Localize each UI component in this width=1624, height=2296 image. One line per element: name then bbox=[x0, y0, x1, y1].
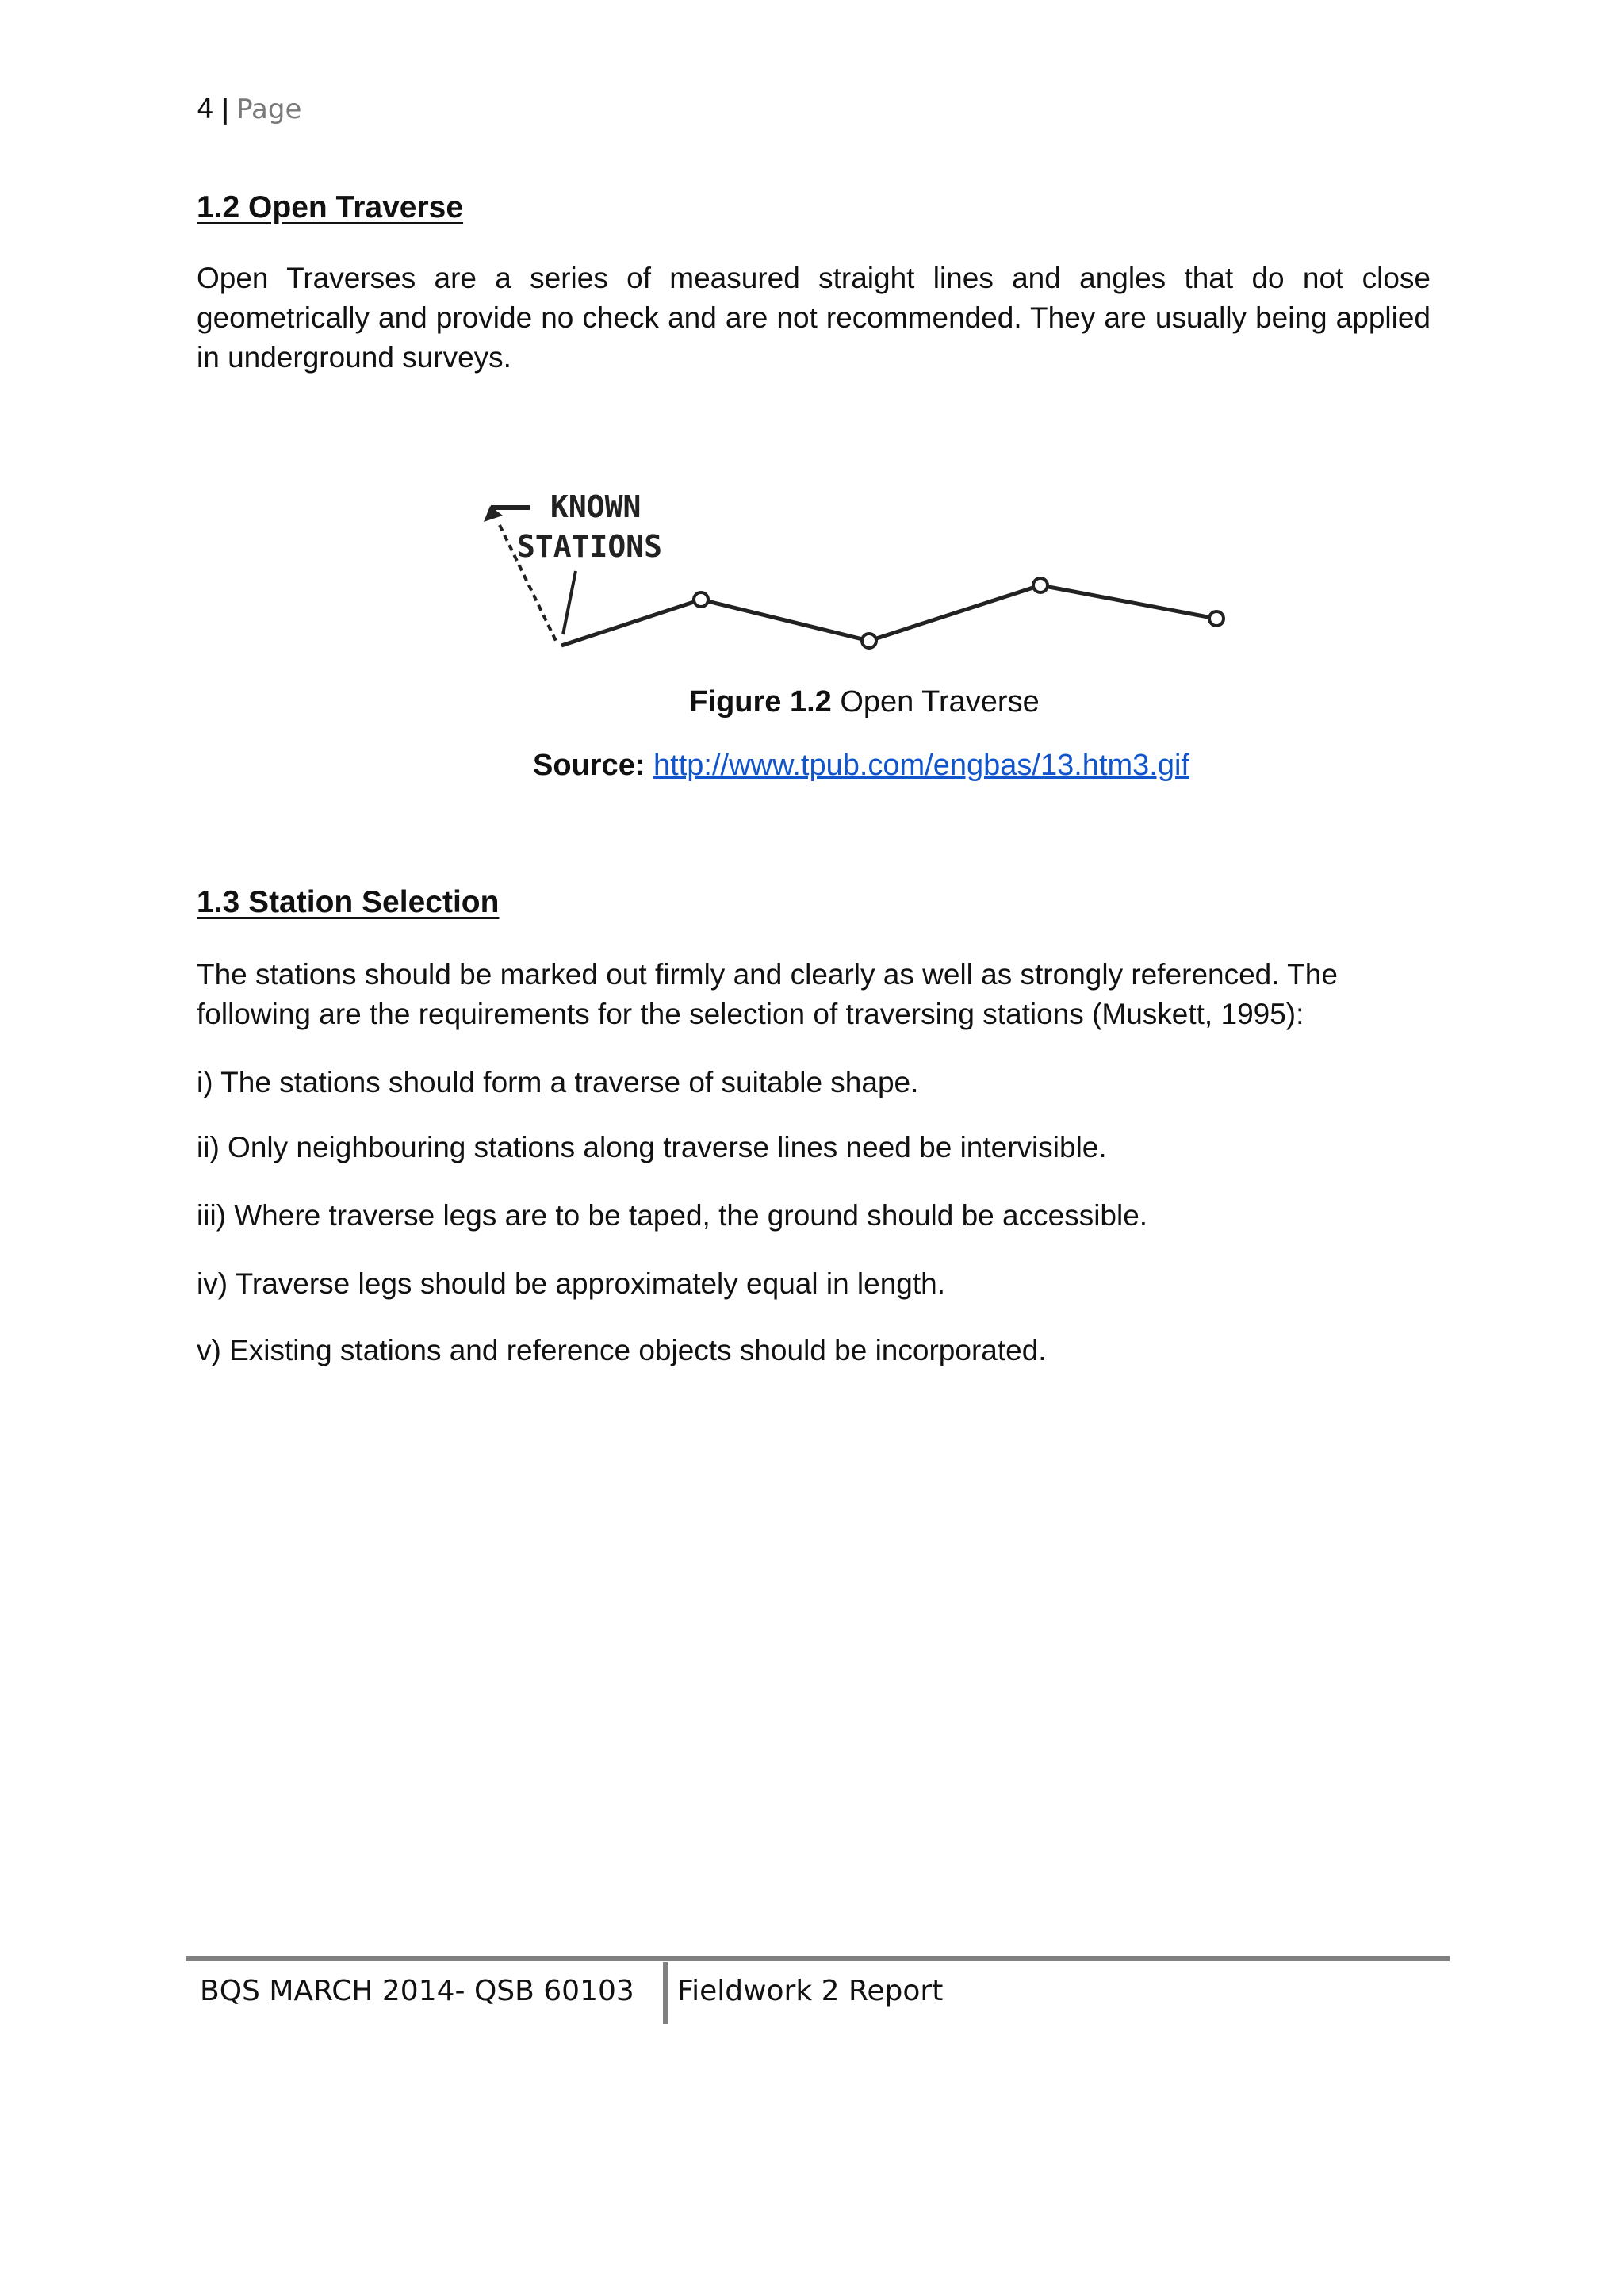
page-number-separator: | bbox=[220, 94, 231, 125]
source-link[interactable]: http://www.tpub.com/engbas/13.htm3.gif bbox=[653, 749, 1189, 782]
traverse-station bbox=[1209, 611, 1224, 626]
page-label: Page bbox=[236, 94, 302, 125]
requirement-item: iv) Traverse legs should be approximately equal in length. bbox=[197, 1267, 946, 1300]
footer-rule bbox=[186, 1956, 1450, 1961]
requirement-item: i) The stations should form a traverse of suitable shape. bbox=[197, 1066, 919, 1098]
traverse-station bbox=[1033, 578, 1048, 592]
requirement-item: v) Existing stations and reference objects should be incorporated. bbox=[197, 1334, 1047, 1366]
figure-caption bbox=[0, 685, 1624, 719]
known-stations-pointer bbox=[563, 571, 576, 634]
figure-source bbox=[533, 749, 1189, 783]
page-number-value: 4 bbox=[197, 94, 214, 125]
traverse-line bbox=[561, 585, 1216, 646]
footer-course-code: BQS MARCH 2014- QSB 60103 bbox=[200, 1975, 634, 2007]
page-number bbox=[197, 94, 301, 125]
stations-label: STATIONS bbox=[517, 529, 663, 564]
traverse-station bbox=[694, 592, 708, 607]
station-selection-paragraph: The stations should be marked out firmly and clearly as well as strongly referenced. The following are the requirements for the selection of traversing stations (Muskett, 1995): bbox=[197, 958, 1338, 1030]
source-label: Source: bbox=[533, 749, 645, 782]
traverse-station bbox=[862, 634, 876, 648]
footer-divider bbox=[663, 1962, 668, 2024]
open-traverse-diagram bbox=[476, 484, 1253, 666]
section-heading-open-traverse: 1.2 Open Traverse bbox=[197, 190, 464, 224]
section-heading-station-selection: 1.3 Station Selection bbox=[197, 885, 500, 919]
known-label: KNOWN bbox=[550, 489, 642, 524]
figure-caption-title: Open Traverse bbox=[831, 685, 1040, 719]
requirement-item: iii) Where traverse legs are to be taped, the ground should be accessible. bbox=[197, 1199, 1148, 1232]
open-traverse-paragraph: Open Traverses are a series of measured straight lines and angles that do not close geometrically and provide no check and are not recommended. They are usually being applied in underground surveys. bbox=[197, 262, 1431, 374]
requirement-item: ii) Only neighbouring stations along traverse lines need be intervisible. bbox=[197, 1131, 1107, 1163]
footer-report-title: Fieldwork 2 Report bbox=[677, 1975, 944, 2007]
figure-caption-label: Figure 1.2 bbox=[689, 685, 832, 719]
